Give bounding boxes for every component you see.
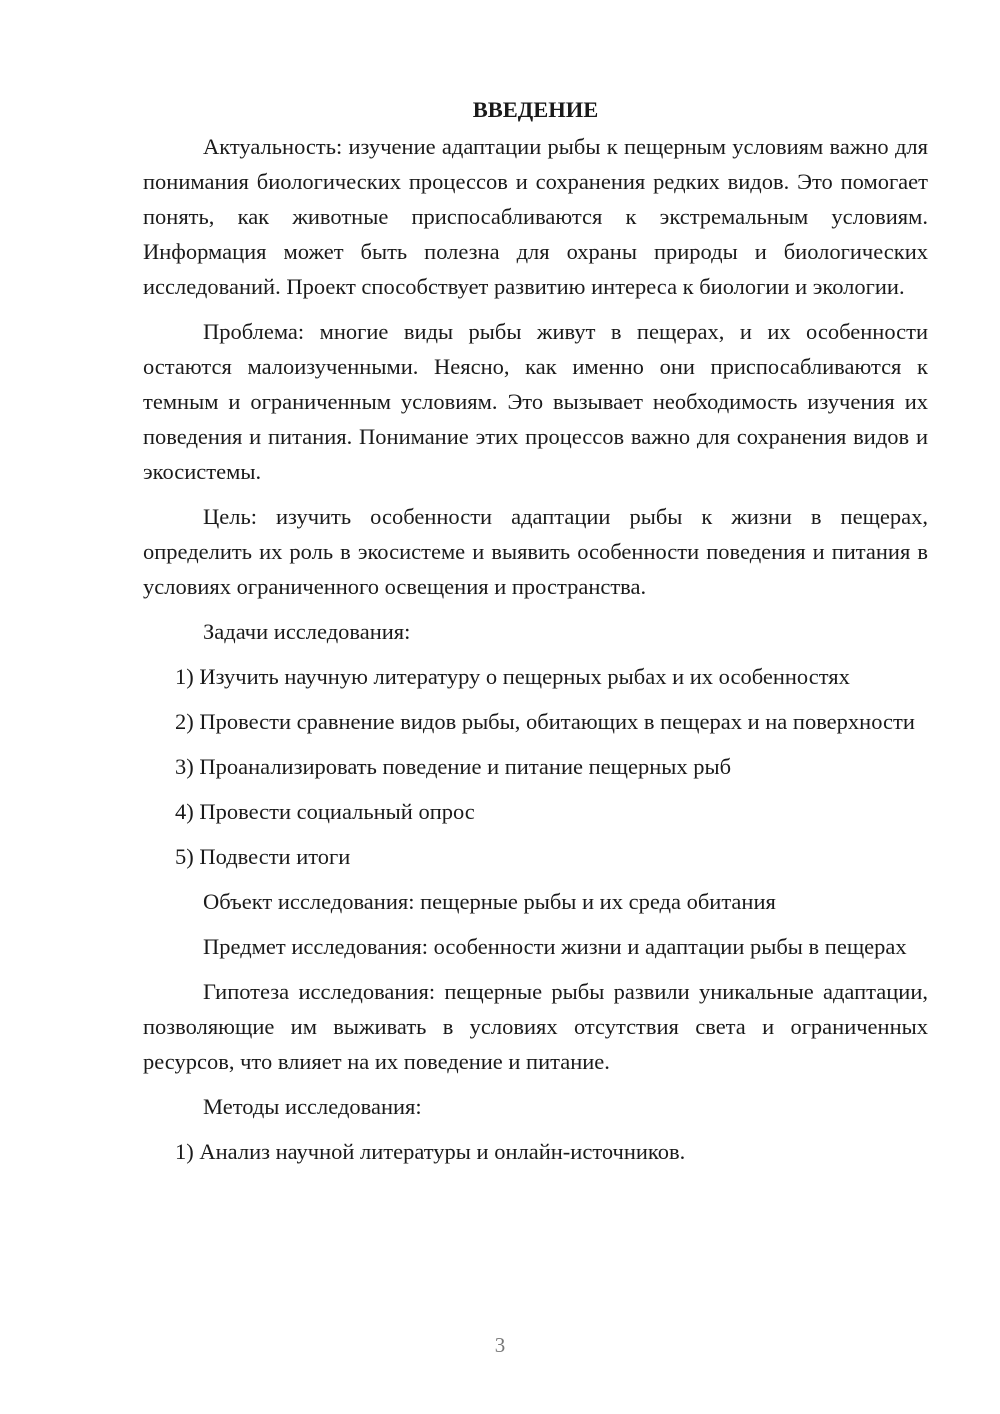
document-page [143, 92, 928, 1179]
task-item: 1) Изучить научную литературу о пещерных рыбах и их особенностях [175, 664, 850, 689]
section-title: ВВЕДЕНИЕ [472, 97, 599, 122]
methods-heading: Методы исследования: [203, 1094, 422, 1119]
relevance-paragraph: Актуальность: изучение адаптации рыбы к пещерным условиям важно для понимания биологических процессов и сохранения редких видов. Это помогает понять, как животные приспосабливаются к экстремальным условиям. Информация может быть полезна для охраны природы и биологических исследований. Проект способствует развитию интереса к биологии и экологии. [143, 134, 928, 299]
page-number: 3 [494, 1333, 506, 1357]
tasks-heading: Задачи исследования: [203, 619, 411, 644]
task-item: 5) Подвести итоги [175, 844, 351, 869]
task-item: 2) Провести сравнение видов рыбы, обитающих в пещерах и на поверхности [175, 709, 915, 734]
method-item: 1) Анализ научной литературы и онлайн-источников. [175, 1139, 686, 1164]
subject-paragraph: Предмет исследования: особенности жизни и адаптации рыбы в пещерах [203, 934, 907, 959]
hypothesis-paragraph: Гипотеза исследования: пещерные рыбы развили уникальные адаптации, позволяющие им выживать в условиях отсутствия света и ограниченных ресурсов, что влияет на их поведение и питание. [143, 979, 928, 1074]
problem-paragraph: Проблема: многие виды рыбы живут в пещерах, и их особенности остаются малоизученными. Неясно, как именно они приспосабливаются к темным и ограниченным условиям. Это вызывает необходимость изучения их поведения и питания. Понимание этих процессов важно для сохранения видов и экосистемы. [143, 319, 928, 484]
goal-paragraph: Цель: изучить особенности адаптации рыбы к жизни в пещерах, определить их роль в экосистеме и выявить особенности поведения и питания в условиях ограниченного освещения и пространства. [143, 504, 928, 599]
object-paragraph: Объект исследования: пещерные рыбы и их среда обитания [203, 889, 776, 914]
task-item: 4) Провести социальный опрос [175, 799, 475, 824]
task-item: 3) Проанализировать поведение и питание пещерных рыб [175, 754, 732, 779]
